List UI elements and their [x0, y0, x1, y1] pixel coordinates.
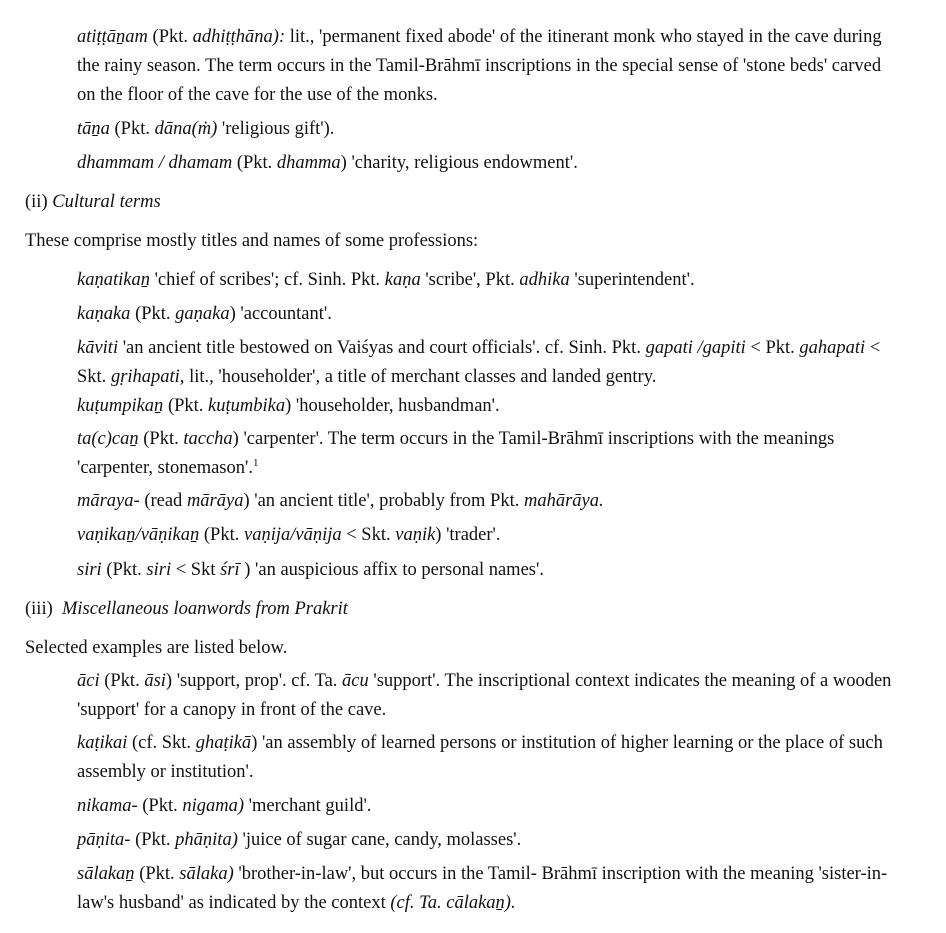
entry-term: kaṇatikaṉ — [77, 270, 150, 290]
section-heading-miscellaneous — [25, 595, 905, 624]
entry-gloss: ) 'support, prop'. cf. Ta. — [165, 671, 343, 691]
entry-term: tāṉa — [77, 119, 110, 139]
entry-term: kaṭikai — [77, 733, 128, 753]
entry-gloss: ) 'householder, husbandman'. — [285, 396, 500, 416]
entry-term: pāṇita- — [77, 830, 131, 850]
entry-text: (Pkt. — [138, 429, 184, 449]
entry-source-term: siri — [146, 560, 172, 580]
entry-text: (Pkt. — [130, 304, 176, 324]
entry-text: (Pkt. — [137, 796, 183, 816]
entry-text: (Pkt. — [163, 396, 209, 416]
section-intro: These comprise mostly titles and names of some professions: — [25, 231, 479, 251]
entry-kanaka — [77, 300, 895, 329]
entry-source-term: vaṇik — [395, 525, 436, 545]
entry-salakan — [77, 860, 895, 918]
entry-tana — [77, 115, 895, 144]
entry-gloss: < Pkt. — [745, 338, 800, 358]
entry-kaviti — [77, 334, 895, 392]
entry-gloss: ) 'accountant'. — [229, 304, 332, 324]
entry-atittanam — [77, 23, 895, 110]
entry-source-term: phāṇita) — [175, 830, 238, 850]
entry-source-term: nigama) — [182, 796, 245, 816]
entry-gloss: ) 'an auspicious affix to personal names'. — [239, 560, 544, 580]
entry-text: (Pkt. — [147, 27, 193, 47]
entry-text: (Pkt. — [99, 671, 145, 691]
entry-source-term: gapati /gapiti — [645, 338, 746, 358]
entry-text: (cf. Skt. — [127, 733, 196, 753]
entry-source-term: gaṇaka — [175, 304, 230, 324]
entry-source-term: kaṇa — [384, 270, 421, 290]
entry-maraya — [77, 487, 895, 516]
entry-text: (Pkt. — [199, 525, 244, 545]
entry-source-term: śrī — [220, 560, 240, 580]
entry-gloss: 'superintendent'. — [569, 270, 695, 290]
entry-source-term: adhiṭṭhāna): — [192, 27, 286, 47]
entry-gloss: ) 'carpenter'. The term occurs in the Tamil-Brāhmī inscriptions with the meanings 'carpenter, stonemason'. — [77, 429, 835, 478]
entry-term: āci — [77, 671, 100, 691]
entry-term: māraya- — [77, 491, 140, 511]
entry-term: ta(c)caṉ — [77, 429, 139, 449]
entry-gloss: ) 'trader'. — [435, 525, 501, 545]
entry-term: siri — [77, 560, 102, 580]
entry-gloss: lit., 'permanent fixed abode' of the itinerant monk who stayed in the cave during the rainy season. The term occurs in the Tamil-Brāhmī inscriptions in the special sense of 'stone beds' carved on the floor of the cave for the use of the monks. — [77, 27, 882, 105]
entry-source-term: kuṭumbika — [208, 396, 286, 416]
section-title: Miscellaneous loanwords from Prakrit — [62, 599, 348, 619]
entry-text: (Pkt. — [134, 864, 180, 884]
entry-source-term: sālaka) — [179, 864, 234, 884]
entry-term: kāviti — [77, 338, 119, 358]
entry-taccan — [77, 425, 895, 483]
entry-source-term: taccha — [183, 429, 233, 449]
entry-text: (Pkt. — [109, 119, 155, 139]
entry-text: 'chief of scribes'; cf. Sinh. Pkt. — [149, 270, 385, 290]
entry-katikai — [77, 729, 895, 787]
entry-source-term: āsi — [144, 671, 166, 691]
entry-term: kuṭumpikaṉ — [77, 396, 164, 416]
entry-source-term: dhamma — [276, 153, 341, 173]
entry-gloss: < Skt. — [77, 338, 881, 387]
entry-source-term: gṛihapati, — [110, 367, 185, 387]
entry-term: kaṇaka — [77, 304, 131, 324]
entry-text: (Pkt. — [101, 560, 147, 580]
entry-aci — [77, 667, 895, 725]
entry-source-term: mahārāya. — [523, 491, 604, 511]
entry-text: 'an ancient title bestowed on Vaiśyas and court officials'. cf. Sinh. Pkt. — [118, 338, 646, 358]
footnote-marker: 1 — [252, 456, 259, 469]
entry-source-term: ghaṭikā — [195, 733, 252, 753]
entry-term: nikama- — [77, 796, 138, 816]
section-title: Cultural terms — [52, 192, 161, 212]
entry-gloss: 'merchant guild'. — [244, 796, 372, 816]
entry-kutumpikan — [77, 392, 895, 421]
entry-gloss: 'support'. The inscriptional context indicates the meaning of a wooden 'support' for a canopy in front of the cave. — [77, 671, 892, 720]
section-intro: Selected examples are listed below. — [25, 638, 288, 658]
entry-gloss: ) 'charity, religious endowment'. — [340, 153, 578, 173]
entry-gloss: < Skt. — [341, 525, 396, 545]
entry-gloss: lit., 'householder', a title of merchant classes and landed gentry. — [184, 367, 657, 387]
entry-text: (Pkt. — [130, 830, 176, 850]
entry-source-term: vaṇija/vāṇija — [243, 525, 342, 545]
entry-panita — [77, 826, 895, 855]
entry-kanatikan — [77, 266, 895, 295]
entry-siri — [77, 556, 895, 585]
entry-gloss: 'scribe', Pkt. — [420, 270, 520, 290]
entry-dhammam — [77, 149, 895, 178]
entry-gloss: ) 'an ancient title', probably from Pkt. — [243, 491, 524, 511]
entry-term: sālakaṉ — [77, 864, 135, 884]
entry-term: vaṇikaṉ/vāṇikaṉ — [77, 525, 200, 545]
section-number: (iii) — [25, 599, 53, 619]
entry-term: atiṭṭāṉam — [77, 27, 148, 47]
entry-vanikan — [77, 521, 895, 550]
entry-text: (Pkt. — [232, 153, 277, 173]
entry-source-term: gahapati — [799, 338, 866, 358]
entry-source-term: ācu — [342, 671, 369, 691]
entry-gloss: ) 'an assembly of learned persons or institution of higher learning or the place of such assembly or institution'. — [77, 733, 883, 782]
section-number: (ii) — [25, 192, 48, 212]
entry-gloss: 'brother-in-law', but occurs in the Tamil- Brāhmī inscription with the meaning 'sister-in-law's husband' as indicated by the context — [77, 864, 888, 913]
entry-term: dhammam / dhamam — [77, 153, 233, 173]
entry-source-term: (cf. Ta. cālakaṉ). — [390, 893, 516, 913]
entry-source-term: adhika — [519, 270, 570, 290]
section-heading-cultural-terms — [25, 188, 905, 217]
entry-text: (read — [139, 491, 187, 511]
entry-source-term: dāna(ṁ) — [154, 119, 218, 139]
entry-nikama — [77, 792, 895, 821]
entry-gloss: < Skt — [171, 560, 221, 580]
entry-source-term: mārāya — [186, 491, 244, 511]
entry-gloss: 'juice of sugar cane, candy, molasses'. — [237, 830, 522, 850]
entry-gloss: 'religious gift'). — [217, 119, 335, 139]
